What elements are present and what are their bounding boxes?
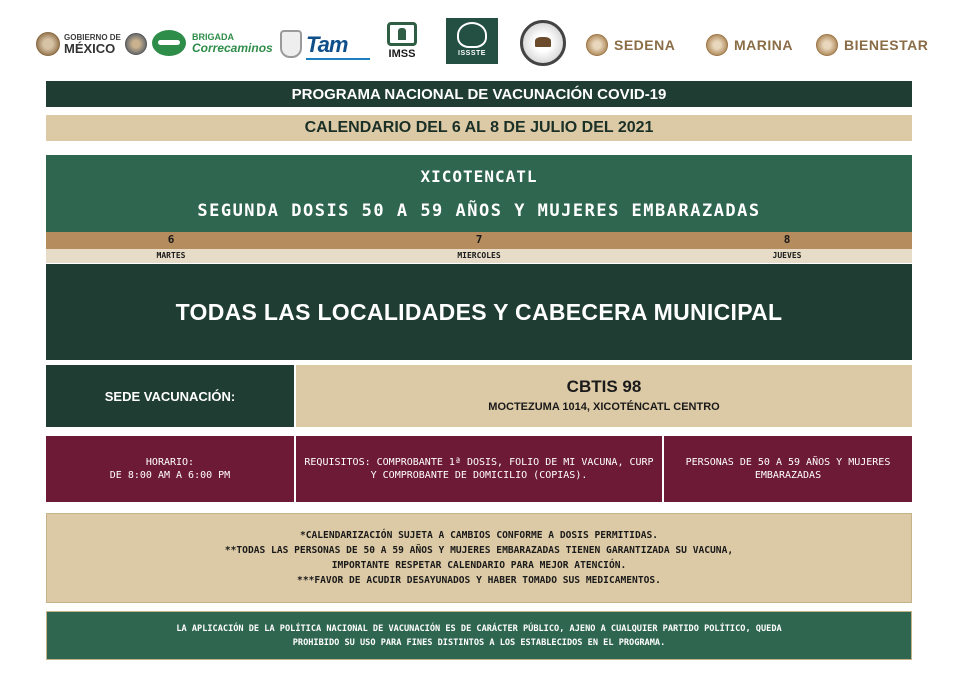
brigada-logo-line2: Correcaminos [192,41,273,55]
footer-line: LA APLICACIÓN DE LA POLÍTICA NACIONAL DE VACUNACIÓN ES DE CARÁCTER PÚBLICO, AJENO A CUALQUIER PARTIDO POLÍTICO, QUEDA [176,624,782,634]
sedena-logo [586,34,675,56]
footer-line: PROHIBIDO SU USO PARA FINES DISTINTOS A LOS ESTABLECIDOS EN EL PROGRAMA. [292,638,666,648]
day-name: MIERCOLES [457,251,501,260]
day-name: MARTES [156,251,186,260]
bienestar-logo [816,34,928,56]
logo-strip [30,14,930,74]
imss-logo-text: IMSS [388,48,416,60]
day-number: 6 [167,233,175,246]
requisitos-text: REQUISITOS: COMPROBANTE 1ª DOSIS, FOLIO DE MI VACUNA, CURP Y COMPROBANTE DE DOMICILIO (COPIAS). [304,457,654,481]
brigada-correcaminos-logo [152,30,273,56]
horario-cell [46,436,294,502]
requisitos-cell [296,436,662,502]
notes-box [46,513,912,603]
gobierno-logo-line1: GOBIERNO DE [64,33,121,42]
sede-info [296,365,912,427]
issste-logo-text: ISSSTE [458,50,486,57]
military-seal-icon [520,20,566,66]
localidades-banner: TODAS LAS LOCALIDADES Y CABECERA MUNICIPAL [46,264,912,360]
marina-logo-text: MARINA [734,37,793,53]
coat-of-arms-icon [125,33,147,55]
calendar-title: CALENDARIO DEL 6 AL 8 DE JULIO DEL 2021 [46,115,912,141]
bienestar-seal-icon [816,34,838,56]
day-names-row [46,249,912,263]
sede-name: CBTIS 98 [566,377,642,396]
day-number: 8 [783,233,791,246]
marina-seal-icon [706,34,728,56]
correcaminos-icon [152,30,186,56]
issste-logo [446,18,498,64]
day-number: 7 [475,233,483,246]
note-line: ***FAVOR DE ACUDIR DESAYUNADOS Y HABER TOMADO SUS MEDICAMENTOS. [297,575,661,586]
day-name: JUEVES [772,251,802,260]
municipality-name: XICOTENCATL [420,167,538,186]
horario-hours: DE 8:00 AM A 6:00 PM [109,470,231,481]
legal-footer [46,611,912,660]
note-line: IMPORTANTE RESPETAR CALENDARIO PARA MEJOR ATENCIÓN. [331,560,627,571]
gobierno-logo-line2: MÉXICO [64,41,116,56]
bienestar-logo-text: BIENESTAR [844,37,929,53]
tamaulipas-shield-icon [280,30,302,58]
personas-text: PERSONAS DE 50 A 59 AÑOS Y MUJERES EMBARAZADAS [685,457,891,481]
sede-address: MOCTEZUMA 1014, XICOTÉNCATL CENTRO [488,401,720,413]
sede-label: SEDE VACUNACIÓN: [46,365,294,427]
horario-label: HORARIO: [145,457,195,468]
dose-group: SEGUNDA DOSIS 50 A 59 AÑOS Y MUJERES EMBARAZADAS [197,201,761,221]
municipality-block [46,155,912,232]
tam-logo-text2: m [328,32,348,57]
mexico-seal-icon [36,32,60,56]
personas-cell [664,436,912,502]
marina-logo [706,34,793,56]
imss-emblem-icon [387,22,417,46]
day-numbers-row [46,232,912,249]
issste-emblem-icon [457,22,487,48]
imss-logo [382,22,422,60]
tamaulipas-logo [306,32,347,58]
brigada-logo-line1: BRIGADA [192,32,234,42]
gobierno-mexico-logo [36,32,147,56]
sedena-seal-icon [586,34,608,56]
tam-logo-text1: Ta [306,32,329,57]
sedena-logo-text: SEDENA [614,37,676,53]
program-title: PROGRAMA NACIONAL DE VACUNACIÓN COVID-19 [46,81,912,107]
note-line: *CALENDARIZACIÓN SUJETA A CAMBIOS CONFORME A DOSIS PERMITIDAS. [299,530,659,541]
note-line: **TODAS LAS PERSONAS DE 50 A 59 AÑOS Y MUJERES EMBARAZADAS TIENEN GARANTIZADA SU VACUNA, [224,545,734,556]
